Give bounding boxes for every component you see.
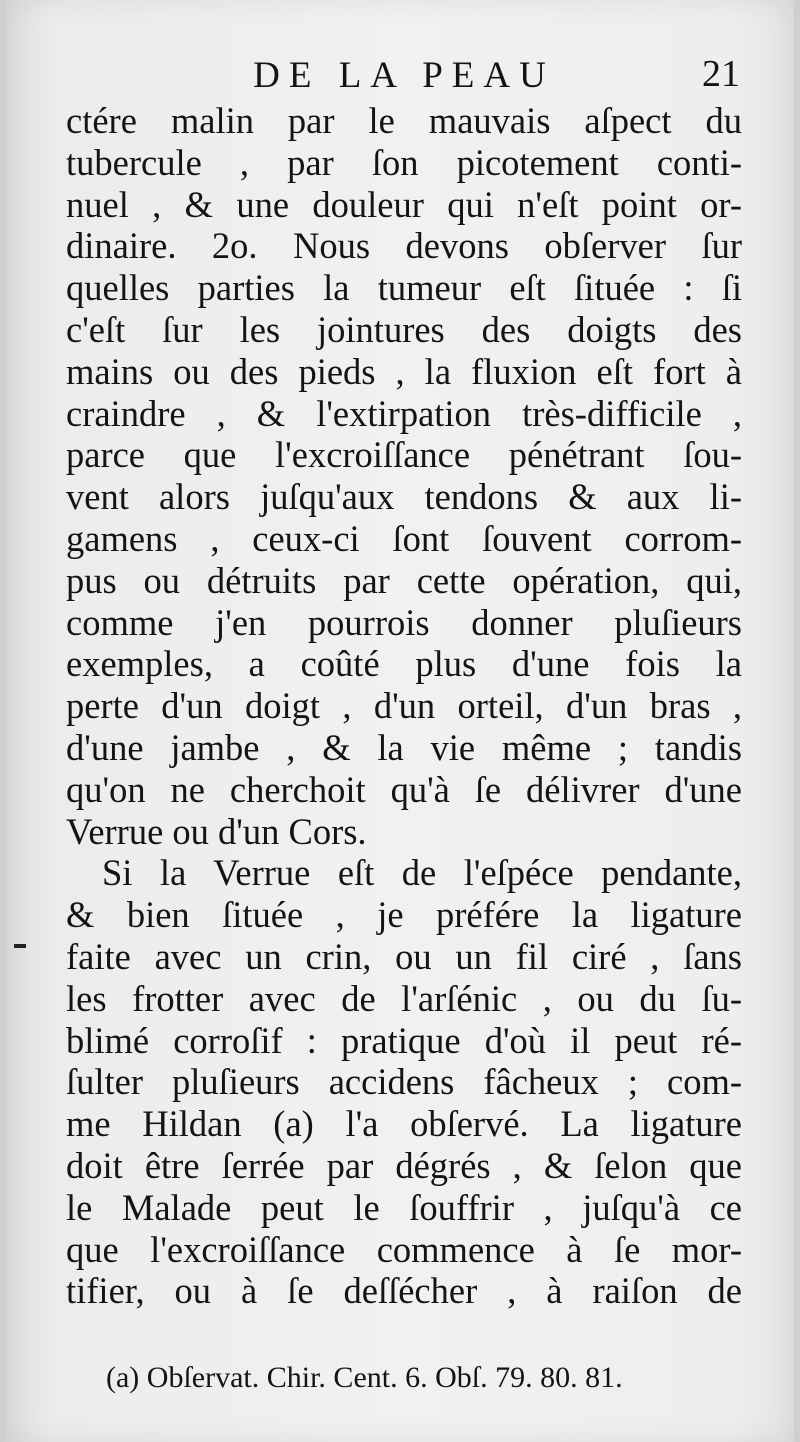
text-line: perte d'un doigt , d'un orteil, d'un bras , bbox=[66, 685, 742, 727]
text-line: doit être ſerrée par dégrés , & ſelon que bbox=[66, 1144, 742, 1186]
text-line: craindre , & l'extirpation très-difficile , bbox=[66, 392, 742, 434]
body-text bbox=[66, 100, 742, 1312]
text-line: tifier, ou à ſe deſſécher , à raiſon de bbox=[66, 1270, 742, 1312]
text-line: gamens , ceux-ci ſont ſouvent corrom- bbox=[66, 517, 742, 559]
text-line: blimé corroſif : pratique d'où il peut ré- bbox=[66, 1019, 742, 1061]
text-line: d'une jambe , & la vie même ; tandis bbox=[66, 726, 742, 768]
page-header bbox=[66, 52, 742, 102]
running-head: DE LA PEAU bbox=[253, 55, 555, 96]
page-number: 21 bbox=[702, 53, 740, 95]
text-line: Verrue ou d'un Cors. bbox=[66, 810, 367, 852]
text-line: exemples, a coûté plus d'une fois la bbox=[66, 643, 742, 685]
text-line: pus ou détruits par cette opération, qui, bbox=[66, 559, 742, 601]
text-line: & bien ſituée , je préfére la ligature bbox=[66, 894, 742, 936]
text-line: nuel , & une douleur qui n'eſt point or- bbox=[66, 183, 742, 225]
text-line: quelles parties la tumeur eſt ſituée : ſi bbox=[66, 267, 742, 309]
book-page bbox=[6, 0, 794, 1442]
text-line: me Hildan (a) l'a obſervé. La ligature bbox=[66, 1103, 742, 1145]
text-line: mains ou des pieds , la fluxion eſt fort à bbox=[66, 350, 742, 392]
text-line: c'eſt ſur les jointures des doigts des bbox=[66, 308, 742, 350]
text-line: comme j'en pourrois donner pluſieurs bbox=[66, 601, 742, 643]
text-line: le Malade peut le ſouffrir , juſqu'à ce bbox=[66, 1186, 742, 1228]
footnote: (a) Obſervat. Chir. Cent. 6. Obſ. 79. 80. 81. bbox=[106, 1361, 623, 1394]
text-line: Si la Verrue eſt de l'eſpéce pendante, bbox=[102, 852, 742, 894]
text-line: vent alors juſqu'aux tendons & aux li- bbox=[66, 476, 742, 518]
text-line: parce que l'excroiſſance pénétrant ſou- bbox=[66, 434, 742, 476]
text-line: ſulter pluſieurs accidens fâcheux ; com- bbox=[66, 1061, 742, 1103]
text-line: que l'excroiſſance commence à ſe mor- bbox=[66, 1228, 742, 1270]
text-line: les frotter avec de l'arſénic , ou du ſu- bbox=[66, 977, 742, 1019]
text-line: ctére malin par le mauvais aſpect du bbox=[66, 100, 742, 141]
text-line: dinaire. 2o. Nous devons obſerver ſur bbox=[66, 225, 742, 267]
text-line: qu'on ne cherchoit qu'à ſe délivrer d'une bbox=[66, 768, 742, 810]
margin-mark bbox=[14, 944, 26, 948]
text-line: tubercule , par ſon picotement conti- bbox=[66, 141, 742, 183]
text-line: faite avec un crin, ou un fil ciré , ſans bbox=[66, 935, 742, 977]
